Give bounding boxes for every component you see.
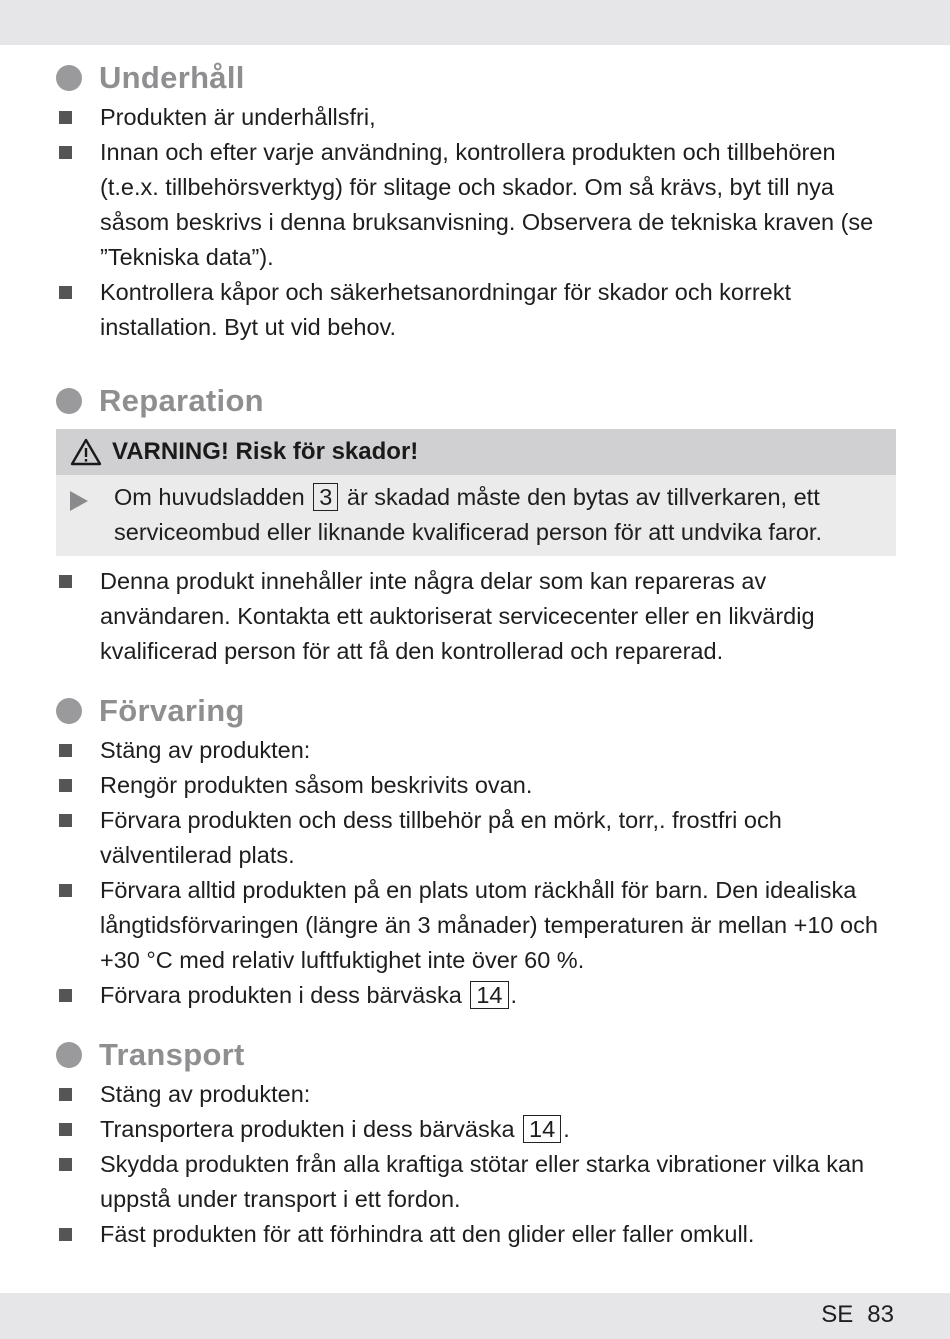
list-item-text: Denna produkt innehåller inte några delar som kan repareras av användaren. Kontakta ett auktoriserat servicecenter eller en likvärdig kvalificerad person för att få den kontrollerad och reparerad. [100, 568, 815, 664]
section-bullet-icon [56, 65, 82, 91]
section-bullet-icon [56, 698, 82, 724]
language-code: SE [821, 1301, 854, 1328]
arrow-right-icon [70, 491, 88, 511]
square-bullet-icon [59, 989, 72, 1002]
list-item [56, 1077, 896, 1112]
square-bullet-icon [59, 779, 72, 792]
list-item-text: Stäng av produkten: [100, 737, 311, 763]
page-footer [807, 1301, 894, 1329]
list-item-text: Kontrollera kåpor och säkerhetsanordningar för skador och korrekt installation. Byt ut vid behov. [100, 279, 792, 340]
square-bullet-icon [59, 884, 72, 897]
square-bullet-icon [59, 111, 72, 124]
warning-text-end: är skadad måste den bytas av tillverkaren, ett serviceombud eller liknande kvalificerad person för att undvika faror. [114, 484, 822, 545]
section-heading-storage [56, 689, 896, 733]
square-bullet-icon [59, 814, 72, 827]
list-item-text: Förvara produkten och dess tillbehör på en mörk, torr,. frostfri och välventilerad plats. [100, 807, 782, 868]
section-title: Transport [99, 1037, 245, 1072]
list-item-text: Skydda produkten från alla kraftiga stötar eller starka vibrationer vilka kan uppstå under transport i ett fordon. [100, 1151, 865, 1212]
page-number: 83 [867, 1301, 894, 1328]
list-item-text: Transportera produkten i dess bärväska [100, 1116, 515, 1142]
list-item [56, 1217, 896, 1252]
warning-triangle-icon [70, 438, 102, 466]
list-item [56, 135, 896, 275]
transport-list [56, 1077, 896, 1252]
list-item [56, 275, 896, 345]
warning-header [56, 429, 896, 475]
list-item-text: Innan och efter varje användning, kontrollera produkten och tillbehören (t.e.x. tillbehörsverktyg) för slitage och skador. Om så krävs, byt till nya såsom beskrivs i denna bruksanvisning. Observera de tekniska kraven (se ”Tekniska data”). [100, 139, 874, 270]
warning-text [56, 475, 896, 556]
repair-list [56, 564, 896, 669]
reference-number: 14 [523, 1115, 561, 1143]
top-band [0, 0, 950, 45]
section-heading-maintenance [56, 56, 896, 100]
section-heading-repair [56, 379, 896, 423]
manual-page-content [56, 56, 896, 1252]
reference-number: 3 [313, 483, 338, 511]
warning-box [56, 429, 896, 556]
storage-list [56, 733, 896, 1013]
list-item-text: Förvara alltid produkten på en plats utom räckhåll för barn. Den idealiska långtidsförvaringen (längre än 3 månader) temperaturen är mellan +10 och +30 °C med relativ luftfuktighet inte över 60 %. [100, 877, 878, 973]
warning-title: VARNING! Risk för skador! [112, 438, 419, 465]
list-item [56, 803, 896, 873]
reference-number: 14 [470, 981, 508, 1009]
square-bullet-icon [59, 146, 72, 159]
list-item [56, 564, 896, 669]
list-item [56, 1112, 896, 1147]
square-bullet-icon [59, 744, 72, 757]
list-item [56, 1147, 896, 1217]
list-item [56, 768, 896, 803]
section-title: Reparation [99, 383, 264, 418]
list-item-suffix: . [563, 1116, 570, 1142]
list-item [56, 978, 896, 1013]
square-bullet-icon [59, 286, 72, 299]
list-item-text: Förvara produkten i dess bärväska [100, 982, 462, 1008]
list-item-text: Stäng av produkten: [100, 1081, 311, 1107]
square-bullet-icon [59, 1123, 72, 1136]
maintenance-list [56, 100, 896, 345]
section-bullet-icon [56, 1042, 82, 1068]
section-title: Förvaring [99, 693, 245, 728]
list-item-text: Rengör produkten såsom beskrivits ovan. [100, 772, 533, 798]
section-bullet-icon [56, 388, 82, 414]
section-heading-transport [56, 1033, 896, 1077]
list-item-text: Fäst produkten för att förhindra att den glider eller faller omkull. [100, 1221, 755, 1247]
section-title: Underhåll [99, 60, 245, 95]
square-bullet-icon [59, 1088, 72, 1101]
list-item-text: Produkten är underhållsfri, [100, 104, 376, 130]
list-item [56, 733, 896, 768]
square-bullet-icon [59, 1158, 72, 1171]
list-item [56, 100, 896, 135]
list-item-suffix: . [510, 982, 518, 1008]
warning-text-start: Om huvudsladden [114, 484, 305, 510]
square-bullet-icon [59, 575, 72, 588]
square-bullet-icon [59, 1228, 72, 1241]
list-item [56, 873, 896, 978]
